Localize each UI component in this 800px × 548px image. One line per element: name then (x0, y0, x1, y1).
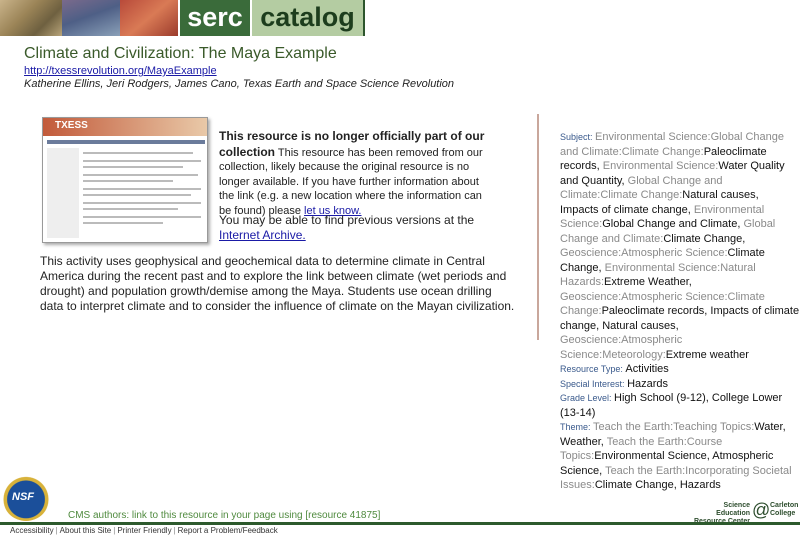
thumbnail-line (83, 194, 191, 196)
theme-category[interactable]: Teach the Earth:Teaching Topics: (593, 421, 755, 433)
thumbnail-sidebar (47, 148, 79, 238)
type-value: Activities (625, 363, 669, 375)
theme-term[interactable]: Climate Change, Hazards (594, 479, 721, 491)
banner-photo (0, 0, 62, 36)
footer-link-report[interactable]: Report a Problem/Feedback (177, 526, 278, 535)
header-banner (0, 0, 367, 36)
grade-value: High School (9-12), College Lower (13-14) (560, 392, 783, 419)
removed-notice (219, 129, 487, 218)
theme-values (560, 421, 792, 491)
resource-description: This activity uses geophysical and geochemical data to determine climate in Central America during the recent past and to explore the link between climate (wet periods and drought) and population growth/demise among the Maya. Students use ocean drilling data to interpret climate and to consider the influence of climate on the Mayan civilization. (40, 254, 515, 313)
thumbnail-line (83, 166, 183, 168)
subject-category[interactable]: Global Change and Climate: (560, 218, 776, 245)
type-field: Resource Type: Activities (560, 363, 669, 375)
serc-logo-link[interactable]: serc (178, 0, 250, 36)
subject-term[interactable]: Extreme weather (665, 348, 749, 361)
subject-category[interactable]: Geoscience:Atmospheric Science:Climate Change: (560, 290, 765, 317)
thumbnail-line (83, 208, 178, 210)
internet-archive-link[interactable]: Internet Archive. (219, 228, 306, 242)
let-us-know-link[interactable]: let us know. (304, 204, 362, 217)
subject-term[interactable]: Global Change and Climate, (602, 218, 744, 230)
subject-category[interactable]: Environmental Science:Natural Hazards: (560, 261, 756, 288)
thumbnail-line (83, 174, 198, 176)
footer-link-about[interactable]: About this Site (59, 526, 112, 535)
interest-value: Hazards (627, 377, 669, 390)
subject-field: Subject: Environmental Science:Global Change and Climate:Climate Change:Paleoclimate records, Environmental Science:Water Quality and Quantity, Global Change and Climate:Climate Change:Natural causes, Impacts of climate change, Environmental Science:Global Change and Climate, Global Change and Climate:Climate Change, Geoscience:Atmospheric Science:Climate Change, Environmental Science:Natural Hazards:Extreme Weather, Geoscience:Atmospheric Science:Climate Change:Paleoclimate records, Impacts of climate change, Natural causes, Geoscience:Atmospheric Science:Meteorology:Extreme weather (560, 131, 800, 361)
subject-category[interactable]: Geoscience:Atmospheric Science:Meteorology: (560, 334, 683, 361)
column-divider (537, 114, 539, 340)
subject-term[interactable]: Climate Change, (560, 247, 765, 274)
subject-term[interactable]: Climate Change, (663, 232, 746, 245)
subject-values (560, 131, 799, 361)
subject-term[interactable]: Paleoclimate records, (560, 145, 767, 172)
banner-photo (62, 0, 120, 36)
banner-photo (120, 0, 178, 36)
nsf-logo[interactable] (2, 473, 50, 521)
subject-category[interactable]: Geoscience:Atmospheric Science: (560, 247, 728, 259)
subject-term[interactable]: Water Quality and Quantity, (560, 160, 785, 187)
type-label: Resource Type (560, 364, 621, 374)
previous-versions (219, 213, 487, 243)
notice-body: This resource has been removed from our collection, likely because the original resource is no longer available. If you have further information about the link (e.g. a new location where the information can be found) please (219, 146, 483, 217)
subject-term[interactable]: Natural causes, Impacts of climate change, (560, 189, 759, 216)
theme-term[interactable]: Water, Weather, (560, 421, 786, 448)
resource-thumbnail[interactable] (42, 117, 208, 243)
cms-authors-note: CMS authors: link to this resource in your page using [resource 41875] (68, 510, 381, 521)
resource-authors: Katherine Ellins, Jeri Rodgers, James Cano, Texas Earth and Space Science Revolution (24, 78, 455, 90)
subject-label: Subject (560, 132, 591, 142)
prev-text: You may be able to find previous versions at the (219, 213, 475, 227)
carleton-logo-text: Carleton College (770, 502, 799, 517)
theme-category[interactable]: Teach the Earth:Incorporating Societal Issues: (560, 464, 792, 491)
footer-link-printer[interactable]: Printer Friendly (117, 526, 172, 535)
thumbnail-line (83, 216, 201, 218)
notice-heading: This resource is no longer officially part of our collection (219, 129, 485, 159)
catalog-link[interactable]: catalog (250, 0, 365, 36)
grade-label: Grade Level (560, 393, 610, 403)
thumbnail-line (83, 160, 201, 162)
grade-field: Grade Level: High School (9-12), College Lower (13-14) (560, 392, 783, 419)
theme-field: Theme: Teach the Earth:Teaching Topics:Water, Weather, Teach the Earth:Course Topics:Environmental Science, Atmospheric Science, Teach the Earth:Incorporating Societal Issues:Climate Change, Hazards (560, 421, 792, 491)
subject-category[interactable]: Global Change and Climate:Climate Change: (560, 174, 723, 201)
subject-term[interactable]: Extreme Weather, (604, 276, 692, 288)
metadata-panel (560, 130, 800, 493)
thumbnail-line (83, 202, 201, 204)
resource-url-link[interactable]: http://txessrevolution.org/MayaExample (24, 65, 217, 77)
thumbnail-line (83, 152, 193, 154)
footer-link-accessibility[interactable]: Accessibility (10, 526, 54, 535)
subject-category[interactable]: Environmental Science: (560, 203, 765, 230)
serc-carleton-logo[interactable] (690, 502, 798, 522)
thumbnail-line (83, 180, 173, 182)
interest-label: Special Interest (560, 378, 623, 389)
thumbnail-nav (47, 140, 205, 144)
footer-bar (0, 522, 800, 525)
subject-term[interactable]: Paleoclimate records, Impacts of climate change, Natural causes, (560, 305, 800, 332)
theme-category[interactable]: Teach the Earth:Course Topics: (560, 435, 723, 462)
footer-links: Accessibility | About this Site | Printer Friendly | Report a Problem/Feedback (10, 526, 278, 535)
thumbnail-line (83, 222, 163, 224)
theme-label: Theme (560, 422, 589, 432)
thumbnail-line (83, 188, 201, 190)
theme-term[interactable]: Environmental Science, Atmospheric Science, (560, 450, 774, 477)
thumbnail-logo: TXESS (55, 120, 88, 131)
subject-category[interactable]: Environmental Science: (602, 160, 719, 172)
page-title: Climate and Civilization: The Maya Example (24, 45, 337, 62)
nsf-logo-text: NSF (12, 491, 34, 503)
interest-field: Special Interest: Hazards (560, 377, 669, 390)
at-icon: @ (752, 500, 771, 520)
subject-category[interactable]: Environmental Science:Global Change and Climate:Climate Change: (560, 131, 784, 158)
serc-logo-text: Science Education (716, 502, 750, 517)
